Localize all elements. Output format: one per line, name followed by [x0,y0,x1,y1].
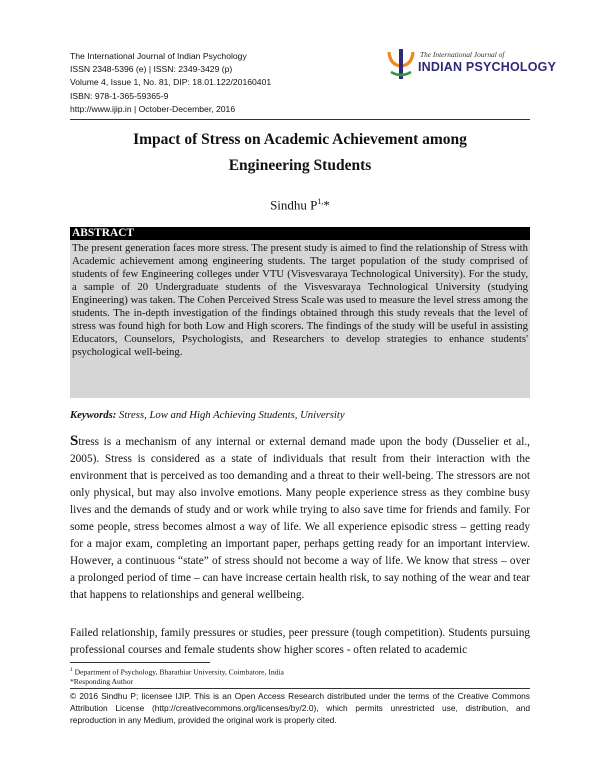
footnote-2: *Responding Author [70,676,134,686]
journal-url-date: http://www.ijip.in | October-December, 2016 [70,103,236,114]
journal-name: The International Journal of Indian Psychology [70,51,247,61]
footnotes [70,666,284,686]
keywords [70,409,530,421]
journal-volume: Volume 4, Issue 1, No. 81, DIP: 18.01.122/20160401 [70,77,272,88]
paragraph-1-text: tress is a mechanism of any internal or external demand made upon the body (Dusselier et al., 2005). Stress is considered as a state of individuals that result from their interaction with the environment that is perceived as too demanding and a threat to their well-being. The stressors are not only physical, but may also involve emotions. Many people experience stress as they combine busy lives and the demands of study and or work while trying to also save time for friends and family. For some people, stress becomes almost a way of life. We all experience episodic stress – getting ready for a major exam, completing an important paper, perhaps getting ready for an important interview. However, a continuous “state” of stress should not become a way of life. We know that stress – over a prolonged period of time – can have increase certain health risk, to say nothing of the wear and tear that happens to relationships and general wellbeing. [70,436,530,601]
license-text: © 2016 Sindhu P; licensee IJIP. This is an Open Access Research distributed under the terms of the Creative Commons Attribution License (http://creativecommons.org/licenses/by/2.0), which permits unrestricted use, distribution, and reproduction in any Medium, provided the original work is properly cited. [70,691,530,726]
footnote-1-text: Department of Psychology, Bharathiar University, Coimbatore, India [74,667,284,677]
keywords-text: Stress, Low and High Achieving Students, University [118,409,345,421]
drop-cap: S [70,433,79,449]
footnote-rule [70,662,210,663]
journal-logo [386,48,557,80]
author-line [70,197,530,213]
author-name: Sindhu P [270,197,318,213]
journal-isbn: ISBN: 978-1-365-59365-9 [70,90,169,101]
psi-logo-icon [386,48,416,80]
author-asterisk: * [323,197,330,213]
body-paragraph-2: Failed relationship, family pressures or studies, peer pressure (tough competition). Students pursuing professional courses and female students show higher scores - often related to academic [70,627,530,656]
footnote-1-mark: 1 [70,667,73,673]
abstract-text: The present generation faces more stress. The present study is aimed to find the relationship of Stress with Academic achievement among engineering students. The target population of the study comprised of students of few Engineering colleges under VTU (Visvesvaraya Technological University). For the study, a sample of 20 Undergraduate students of the Visvesvaraya Technological University (studying Engineering) was taken. The Cohen Perceived Stress Scale was used to measure the level stress among the students. The in-depth investigation of the findings obtained through this study reveals that the level of stress was found high for both Low and High scorers. The findings of the study will be useful in assisting Educators, Counselors, Psychologists, and Researchers to develop strategies to enhance students' psychological well-being. [72,242,528,358]
header-rule [70,119,530,120]
logo-big-text: INDIAN PSYCHOLOGY [418,60,557,74]
keywords-label: Keywords: [70,409,117,421]
paper-title-line1: Impact of Stress on Academic Achievement among [133,131,467,148]
abstract-heading: ABSTRACT [70,227,530,240]
logo-small-text: The International Journal of [420,50,505,59]
journal-issn: ISSN 2348-5396 (e) | ISSN: 2349-3429 (p) [70,64,233,75]
body-paragraph-1 [70,433,530,604]
author-affiliation-marks: 1, [317,197,324,206]
paper-title-line2: Engineering Students [228,157,372,174]
journal-header [70,50,271,116]
license-rule [70,688,530,689]
footnote-1 [70,666,284,677]
